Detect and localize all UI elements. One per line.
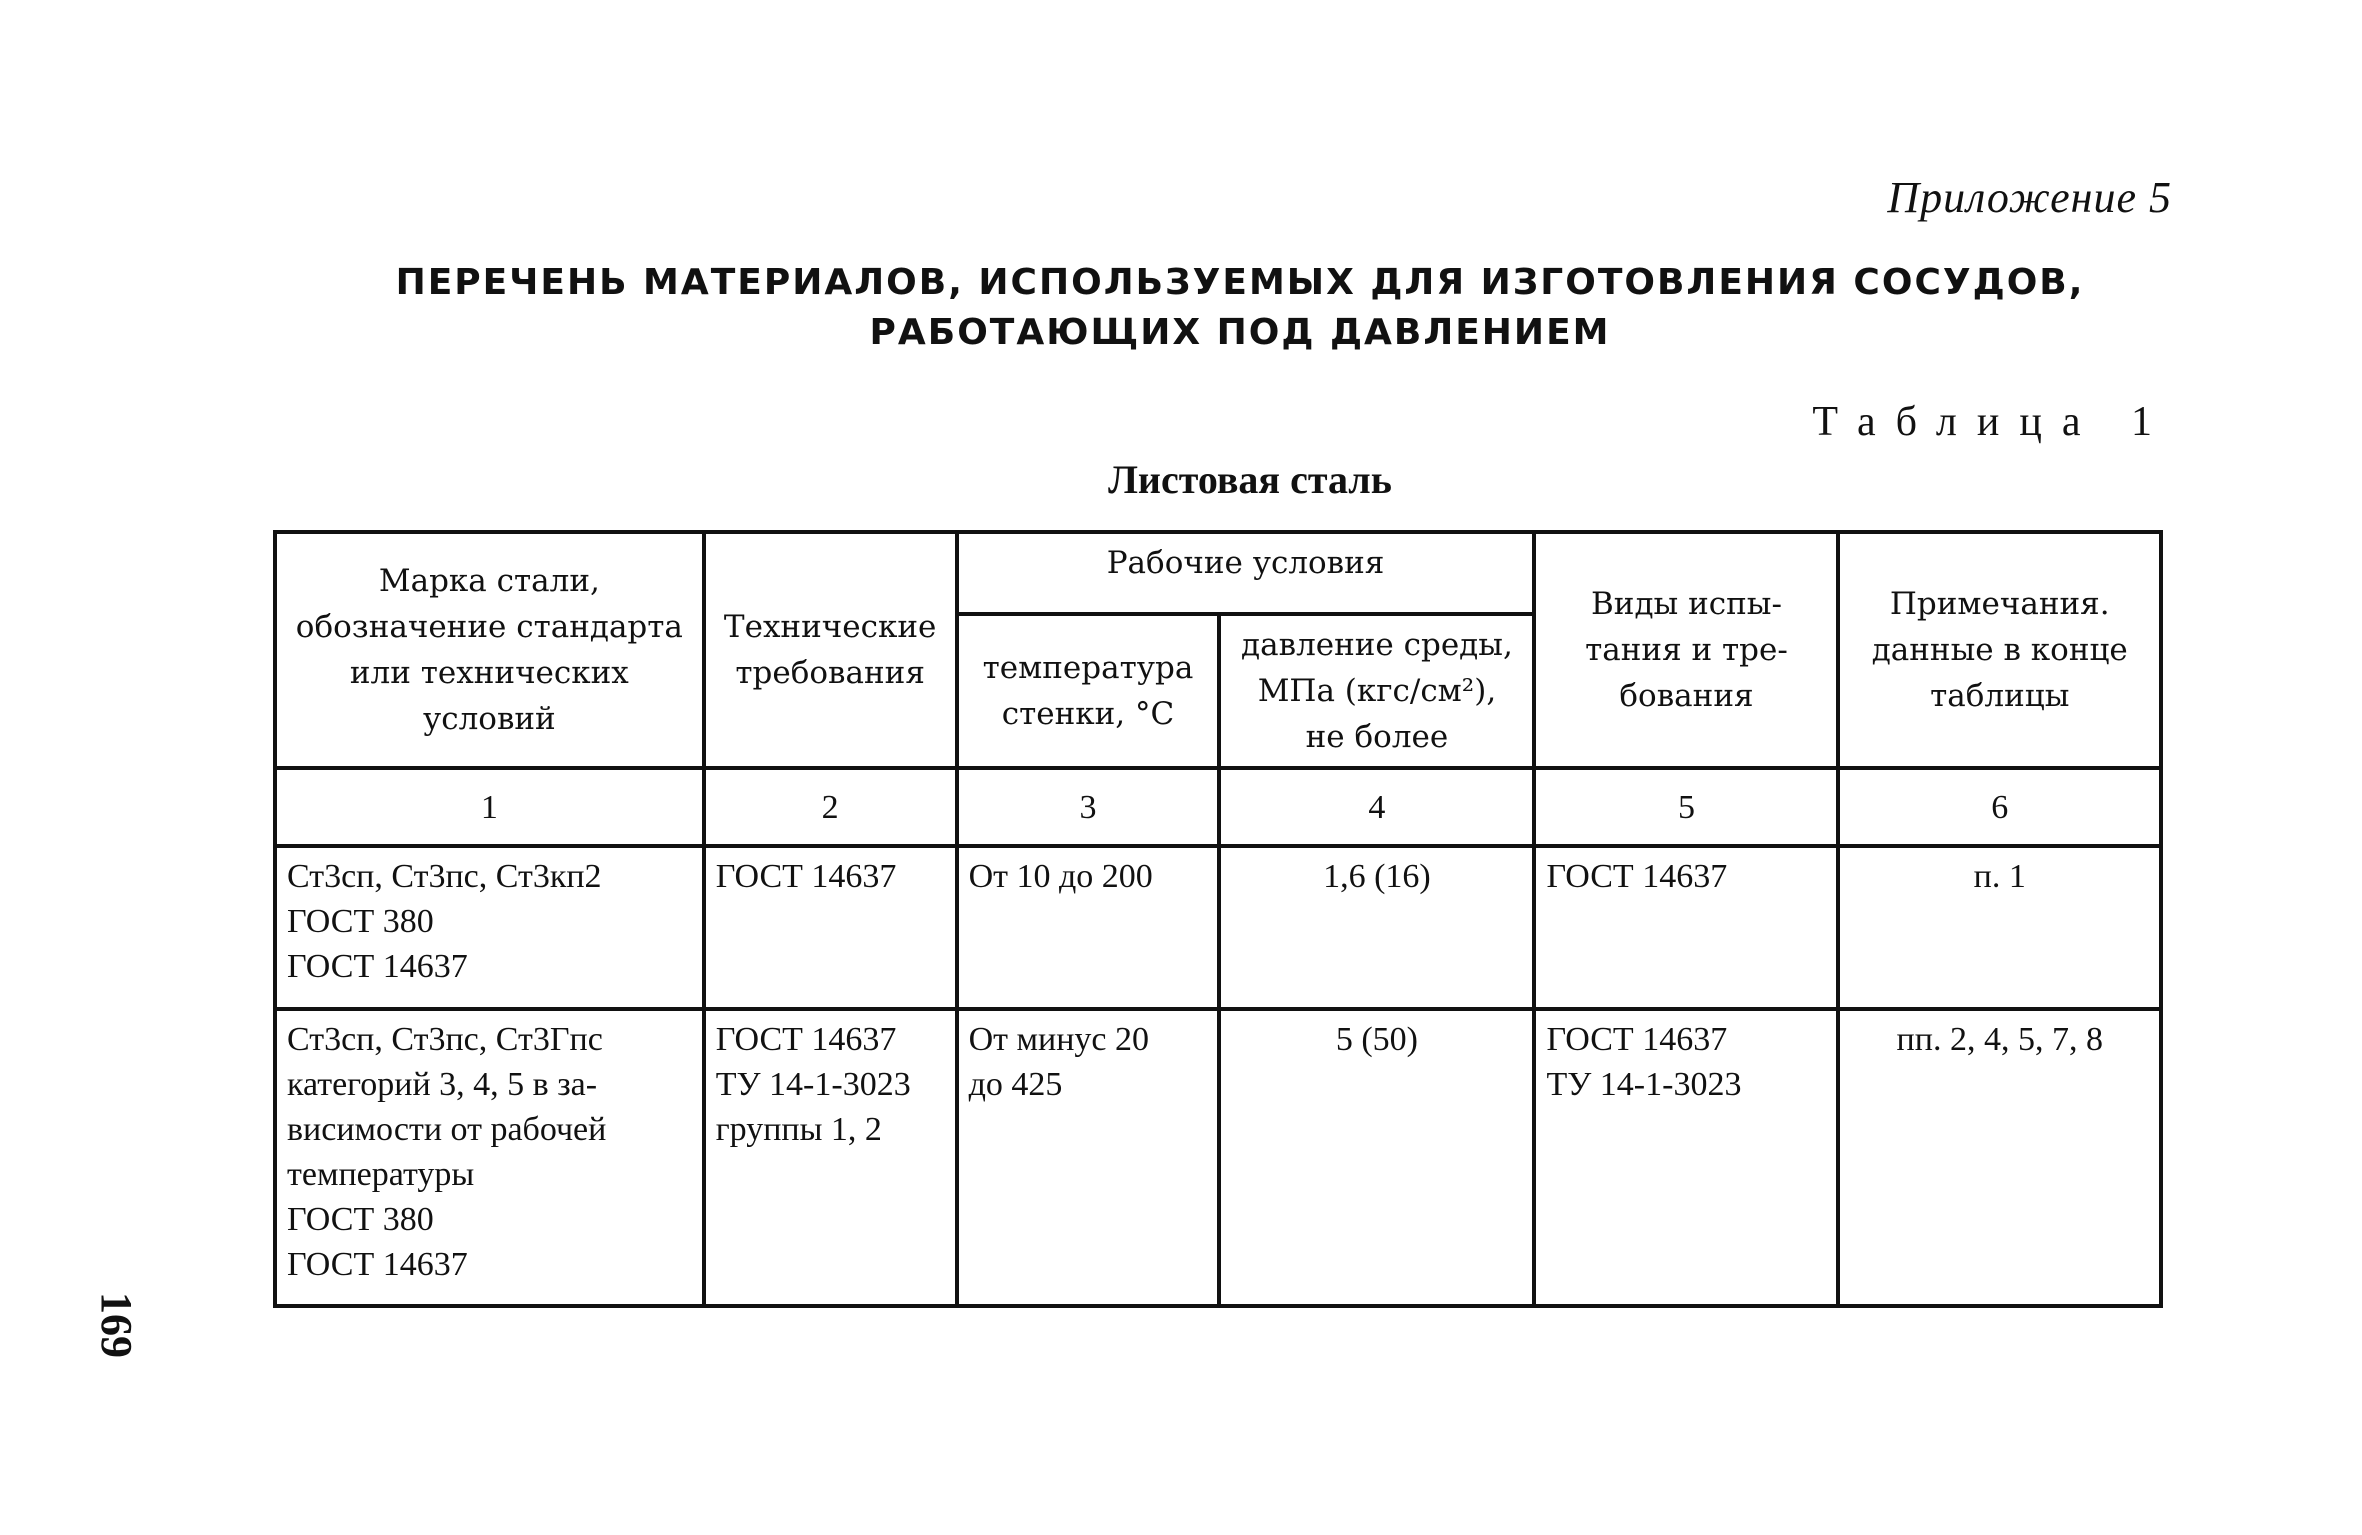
cell-text: ГОСТ 380 xyxy=(287,1201,434,1238)
cell-text: ГОСТ 14637 xyxy=(715,858,897,895)
header-text: стенки, °С xyxy=(1001,696,1175,732)
column-number: 2 xyxy=(704,768,957,846)
cell-technical-requirements xyxy=(704,846,957,1009)
cell-technical-requirements xyxy=(704,1009,957,1306)
column-number: 3 xyxy=(957,768,1220,846)
cell-text: ГОСТ 14637 xyxy=(287,1246,468,1283)
header-text: Виды испы- xyxy=(1591,586,1782,622)
cell-text: ТУ 14-1-3023 xyxy=(1546,1066,1742,1103)
header-test-types xyxy=(1534,532,1838,768)
cell-text: 1,6 (16) xyxy=(1323,858,1431,895)
column-number-row xyxy=(275,768,2161,846)
document-title-line-2: РАБОТАЮЩИХ ПОД ДАВЛЕНИЕМ xyxy=(869,312,1611,353)
header-medium-pressure xyxy=(1219,614,1534,768)
cell-text: От 10 до 200 xyxy=(968,858,1153,895)
cell-text: ГОСТ 14637 xyxy=(287,948,468,985)
cell-text: группы 1, 2 xyxy=(715,1111,882,1148)
sheet-steel-table xyxy=(273,530,2163,1308)
cell-text: ГОСТ 14637 xyxy=(1546,858,1728,895)
header-text: Технические xyxy=(723,609,937,645)
cell-medium-pressure xyxy=(1219,846,1534,1009)
header-text: данные в конце xyxy=(1871,632,2128,668)
cell-medium-pressure xyxy=(1219,1009,1534,1306)
cell-text: категорий 3, 4, 5 в за- xyxy=(287,1066,598,1103)
header-wall-temperature xyxy=(957,614,1220,768)
cell-text: ГОСТ 380 xyxy=(287,903,434,940)
cell-text: Ст3сп, Ст3пс, Ст3кп2 xyxy=(287,858,602,895)
header-notes xyxy=(1838,532,2161,768)
header-text: давление среды, xyxy=(1241,627,1513,663)
column-number: 1 xyxy=(275,768,704,846)
column-number: 6 xyxy=(1838,768,2161,846)
header-text: Марка стали, xyxy=(378,563,600,599)
header-text: Примечания. xyxy=(1889,586,2110,622)
header-text: температура xyxy=(982,650,1194,686)
cell-text: Ст3сп, Ст3пс, Ст3Гпс xyxy=(287,1021,603,1058)
page-number: 169 xyxy=(92,1292,141,1358)
header-text: бования xyxy=(1619,678,1754,714)
cell-text: п. 1 xyxy=(1973,858,2026,895)
cell-steel-grade xyxy=(275,846,704,1009)
table-row xyxy=(275,846,2161,1009)
cell-wall-temperature xyxy=(957,846,1220,1009)
header-text: требования xyxy=(735,655,925,691)
table-row xyxy=(275,1009,2161,1306)
cell-text: От минус 20 xyxy=(968,1021,1149,1058)
cell-text: ТУ 14-1-3023 xyxy=(715,1066,911,1103)
table-number: Таблица 1 xyxy=(1812,399,2172,445)
cell-wall-temperature xyxy=(957,1009,1220,1306)
column-number: 4 xyxy=(1219,768,1534,846)
column-number: 5 xyxy=(1534,768,1838,846)
cell-notes xyxy=(1838,846,2161,1009)
header-text: МПа (кгс/см²), xyxy=(1257,673,1497,709)
cell-text: температуры xyxy=(287,1156,475,1193)
header-text: обозначение стандарта xyxy=(295,609,683,645)
header-steel-grade xyxy=(275,532,704,768)
document-title-line-1: ПЕРЕЧЕНЬ МАТЕРИАЛОВ, ИСПОЛЬЗУЕМЫХ ДЛЯ ИЗГОТОВЛЕНИЯ СОСУДОВ, xyxy=(395,262,2085,303)
header-text: таблицы xyxy=(1930,678,2070,714)
cell-test-types xyxy=(1534,846,1838,1009)
header-working-conditions: Рабочие условия xyxy=(957,532,1535,614)
table-caption: Листовая сталь xyxy=(1108,457,1392,502)
cell-text: ГОСТ 14637 xyxy=(715,1021,897,1058)
cell-text: ГОСТ 14637 xyxy=(1546,1021,1728,1058)
appendix-label: Приложение 5 xyxy=(1887,173,2172,222)
cell-test-types xyxy=(1534,1009,1838,1306)
cell-text: 5 (50) xyxy=(1335,1021,1418,1058)
cell-text: до 425 xyxy=(968,1066,1063,1103)
header-technical-requirements xyxy=(704,532,957,768)
document-title xyxy=(380,258,2100,358)
cell-steel-grade xyxy=(275,1009,704,1306)
table-header-row xyxy=(275,532,2161,614)
header-text: тания и тре- xyxy=(1585,632,1788,668)
cell-text: пп. 2, 4, 5, 7, 8 xyxy=(1896,1021,2103,1058)
header-text: условий xyxy=(422,701,556,737)
header-text: или технических xyxy=(349,655,629,691)
header-text: не более xyxy=(1305,719,1449,755)
cell-text: висимости от рабочей xyxy=(287,1111,607,1148)
cell-notes xyxy=(1838,1009,2161,1306)
